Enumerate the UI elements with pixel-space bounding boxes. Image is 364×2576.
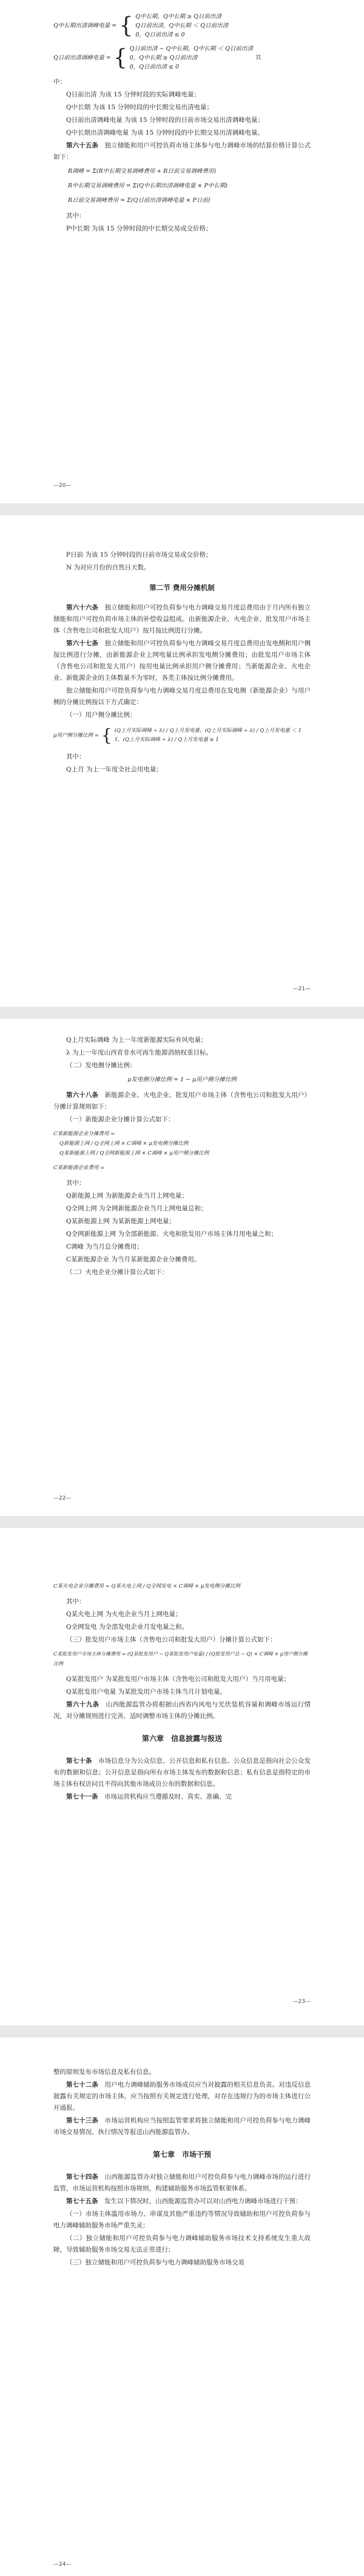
article-66: 第六十六条 独立储能和用户可控负荷参与电力调峰交易月度总费用由于月内所有独立储能和用户可控负荷市场主体的补偿收益组成。由新能源企业、火电企业、批发用户市场主体（含售电公司和批发大用户）按月按比例进行分摊。 — [53, 604, 311, 634]
article-69: 第六十九条 山西能源监管办将根据山西省内风电与光伏装机容量和调峰市场运行情况，对分摊规则进行完善，适时调整市场主体的分摊比例。 — [53, 1701, 311, 1720]
text-line: Q上月实际调峰 为上一年度新能源实际弃风电量； — [66, 1036, 207, 1044]
article-74: 第七十四条 山西能源监管办对独立储能和用户可控负荷参与电力调峰市场的运行进行监管，市场运营机构按照市场规则，构建辅助服务市场监管框架体系。 — [53, 2173, 311, 2192]
document-page-5 — [0, 2038, 364, 2576]
page-number: —20— — [53, 483, 72, 489]
chapter-title: 第六章 信息披露与报送 — [141, 1734, 222, 1743]
text-line: C某新能源企业 为当月某新能源企业分摊费用。 — [66, 1256, 201, 1263]
text-line: 中： — [53, 78, 66, 86]
formula-new-energy-cost: C某新能源企业费用 = — [53, 1165, 105, 1171]
text-line: Q某火电上网 为火电企业当月上网电量； — [66, 1611, 182, 1618]
text-line: Q日前出清调峰电量 为该 15 分钟时段的日前市场交易出清调峰电量； — [66, 116, 264, 124]
page-number: —24— — [53, 2561, 72, 2568]
document-page-4 — [0, 1528, 364, 2025]
text-line: Q某批发用户电量 为某批发用户市场主体当月计划电量。 — [66, 1688, 226, 1696]
text-line: 其中： — [66, 753, 86, 760]
page-number: —21— — [292, 986, 311, 992]
document-page-2 — [0, 515, 364, 1007]
text-line: 整的原则发布市场信息及私有信息。 — [53, 2068, 155, 2076]
paragraph: 独立储能和用户可控负荷参与电力调峰交易月度总费用在发电侧（新能源企业）与用户侧的分摊比例按以下方式确定： — [53, 687, 311, 706]
article-75: 第七十五条 发生以下情况时，山西能源监管办可以对山西电力调峰市场进行干预： — [66, 2198, 302, 2205]
list-item: （二）发电侧分摊比例： — [66, 1062, 136, 1069]
text-line: Q中长期 为该 15 分钟时段的中长期交易出清电量； — [66, 104, 213, 111]
formula-day-ahead-clearing: Q日前出清调峰电量 = { Q日前出清 − Q中长期，Q中长期 ＜ Q日前出清 0，Q中长期 ≥ Q日前出清 0，Q日前出清 ≤ 0 其 — [53, 45, 261, 70]
text-line: Q中长期出清调峰电量 为该 15 分钟时段的中长期交易出清调峰电量。 — [66, 129, 264, 136]
list-item: （一）新能源企业分摊计算公式如下： — [66, 1116, 175, 1123]
text-line: Q某批发用户 为某批发用户市场主体（含售电公司和批发大用户）当月用电量； — [66, 1675, 290, 1683]
section-title: 第二节 费用分摊机制 — [149, 583, 215, 592]
text-line: Q某新能源上网 为某新能源上网电量； — [66, 1218, 175, 1225]
text-line: 其中： — [66, 1179, 86, 1187]
text-line: P日前 为该 15 分钟时段的日前市场交易成交价格； — [66, 551, 212, 558]
text-line: P中长期 为该 15 分钟时段的中长期交易成交价格； — [66, 225, 212, 232]
list-item: （二）火电企业分摊计算公式如下： — [66, 1269, 168, 1276]
list-item: （三）批发用户市场主体（含售电公司和批发大用户）分摊计算公式如下： — [66, 1636, 277, 1643]
formula-wholesale-user: C某批发用户市场主体分摊费用 = (Q某批发用户 − Q某批发用户电量) / (Q批发用户总 − Q) × C调峰 × μ用户侧分摊比例 — [53, 1651, 308, 1666]
list-item: （二）独立储能和用户可控负荷参与电力调峰辅助服务市场技术支持系统发生重大故障，导致辅助服务市场交易无法正常进行； — [53, 2235, 311, 2253]
text-line: C调峰 为当月总分摊费用； — [66, 1243, 143, 1250]
text-line: λ 为上一年度山西省非水可再生能源消纳权重目标。 — [66, 1049, 212, 1056]
article-73: 第七十三条 市场运营机构应当按照监管要求将独立储能和用户可控负荷参与电力调峰市场交易情况、执行情况等报送山西能源监管办。 — [53, 2117, 311, 2136]
document-page-1 — [0, 0, 364, 503]
formula-r-total: R调峰 = Σ(R中长期交易调峰费用 + R日前交易调峰费用) — [68, 168, 217, 175]
article-71: 第七十一条 市场运营机构应当遵循及时、真实、准确、完 — [66, 1793, 232, 1800]
formula-user-share: μ用户侧分摊比例 = { (Q上月实际调峰 ÷ λ) / Q上月发电量，(Q上月实际调峰 ÷ λ) / Q上月发电量 ＜ 1 1，(Q上月实际调峰 ÷ λ) / Q上月发电量 ≥ 1 — [53, 725, 302, 745]
formula-mid-long-term-clearing: Q中长期出清调峰电量 = { Q中长期，Q中长期 ≥ Q日前出清 Q日前出清，Q中长期 ＜ Q日前出清 0，Q日前出清 ≤ 0 — [53, 13, 229, 38]
page-number: —22— — [53, 1495, 72, 1501]
text-line: Q新能源上网 为新能源企业当月上网电量； — [66, 1192, 188, 1199]
text-line: N 为对应月份的自然日天数。 — [66, 564, 150, 571]
text-line: 其中： — [66, 212, 86, 220]
formula-r-mid-long: R中长期交易调峰费用 = Σ(Q中长期出清调峰电量 × P中长期) — [68, 183, 228, 189]
page-number: —23— — [292, 1999, 311, 2005]
formula-r-day-ahead: R日前交易调峰费用 = Σ(Q日前出清调峰电量 × P日前) — [68, 197, 211, 204]
text-line: 其中： — [66, 1598, 86, 1605]
formula-new-energy: C某新能源企业分摊费用 = Q新能源上网 / Q全网上网 × C调峰 × μ发电侧分摊比例 Q某新能源上网 / Q全网新能源上网 × C调峰 × μ用户侧分摊比例 — [53, 1131, 209, 1156]
formula-thermal: C某火电企业分摊费用 = Q某火电上网 / Q全网发电 × C调峰 × μ发电侧分摊比例 — [53, 1583, 240, 1589]
text-line: Q全网发电 为全部发电企业月发电量之和。 — [66, 1623, 188, 1631]
text-line: Q日前出清 为该 15 分钟时段的实际调峰电量； — [66, 91, 200, 98]
text-line: Q全网上网 为全网新能源企业当月上网电量总和； — [66, 1205, 207, 1212]
article-70: 第七十条 市场信息分为公众信息、公开信息和私有信息。公众信息是指向社会公众发布的数据和信息；公开信息是指向所有市场主体发布的数据和信息；私有信息是指特定的市场主体有权访问且不得向其他市场成员公布的数据和信息。 — [53, 1757, 311, 1788]
list-item: （一）用户侧分摊比例： — [66, 711, 136, 719]
article-68: 第六十八条 新能源企业、火电企业、批发用户市场主体（含售电公司和批发大用户）分摊计算规则如下： — [53, 1092, 311, 1110]
list-item: （一）市场主体滥用市场力、串谋及其他严重违约等情况导致辅助和用户可控负荷参与电力调峰辅助服务市场严重失灵； — [53, 2210, 311, 2229]
article-65: 第六十五条 独立储能和用户可控负荷市场主体参与电力调峰市场的结算价格计算公式如下： — [53, 142, 311, 161]
article-67: 第六十七条 独立储能和用户可控负荷参与电力调峰交易月度总费用由发电侧和用户侧按比例进行分摊，由新能源企业上网电量比例承担发电侧分摊费用；由批发用户市场主体（含售电公司和批发大用户）按用电量比例承担用户侧分摊费用；当新能源企业、火电企业、新能源企业的主体数量不为零时，各类主体按比例分摊费用。 — [53, 640, 311, 682]
document-page-3 — [0, 1019, 364, 1516]
list-item: （三）独立储能和用户可控负荷参与电力调峰辅助服务市场交易 — [66, 2259, 244, 2266]
text-line: Q全网新能源上网 为全部新能源、火电和批发用户市场主体月用电量之和； — [66, 1230, 277, 1238]
article-72: 第七十二条 用户电力调峰辅助服务市场成员应当对披露的相关信息负责。对违反信息披露有关规定的市场主体，应当按照有关规定进行处理，对存在违规行为的市场主体进行公开通报。 — [53, 2081, 311, 2111]
formula-gen-share: μ发电侧分摊比例 = 1 − μ用户侧分摊比例 — [127, 1076, 237, 1083]
text-line: Q上月 为上一年度全社会用电量； — [66, 766, 163, 773]
chapter-title: 第七章 市场干预 — [152, 2150, 211, 2159]
